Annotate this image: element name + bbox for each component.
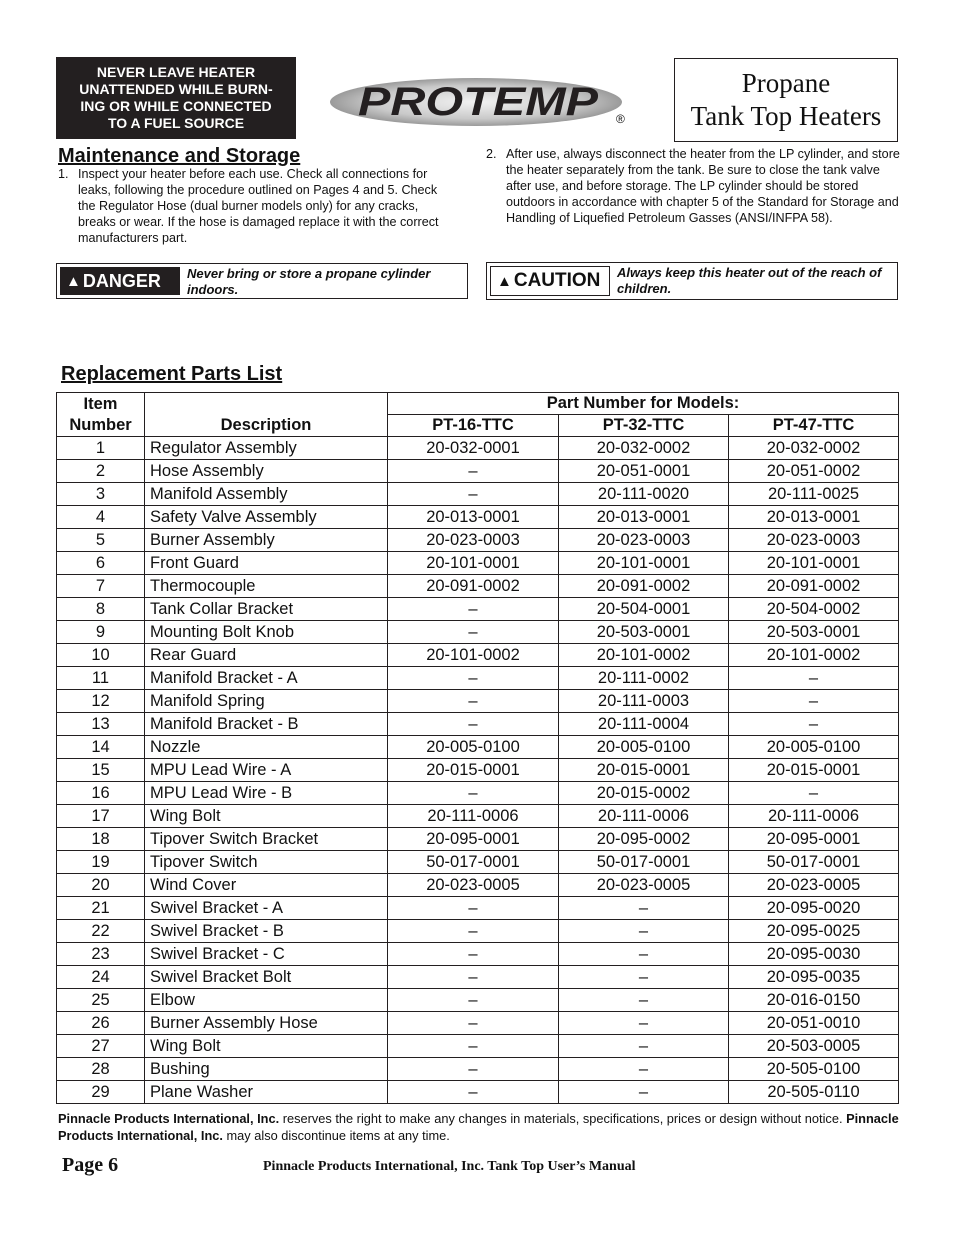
- part-number-cell: –: [388, 460, 559, 483]
- parts-table: [56, 392, 899, 1104]
- item-number-cell: 1: [57, 437, 145, 460]
- part-number-cell: –: [388, 1058, 559, 1081]
- item-number-cell: 5: [57, 529, 145, 552]
- table-row: [57, 437, 899, 460]
- part-number-cell: 20-504-0001: [559, 598, 729, 621]
- item-number-cell: 25: [57, 989, 145, 1012]
- description-cell: Wind Cover: [145, 874, 388, 897]
- warning-line: UNATTENDED WHILE BURN-: [79, 81, 273, 97]
- item-number-cell: 9: [57, 621, 145, 644]
- part-number-cell: –: [388, 690, 559, 713]
- description-cell: Manifold Spring: [145, 690, 388, 713]
- part-number-cell: 20-032-0002: [559, 437, 729, 460]
- document-title: [674, 58, 898, 142]
- warning-box: [56, 57, 296, 139]
- item-number-cell: 29: [57, 1081, 145, 1104]
- part-number-cell: 20-023-0003: [559, 529, 729, 552]
- item-number-cell: 18: [57, 828, 145, 851]
- part-number-cell: 20-111-0020: [559, 483, 729, 506]
- part-number-cell: –: [388, 713, 559, 736]
- description-cell: Bushing: [145, 1058, 388, 1081]
- item-number-cell: 14: [57, 736, 145, 759]
- part-number-cell: 20-111-0003: [559, 690, 729, 713]
- part-number-cell: –: [388, 897, 559, 920]
- part-number-cell: –: [388, 989, 559, 1012]
- part-number-cell: 20-111-0006: [388, 805, 559, 828]
- part-number-cell: –: [388, 1035, 559, 1058]
- part-number-cell: 20-111-0006: [559, 805, 729, 828]
- part-number-cell: 20-111-0006: [729, 805, 899, 828]
- part-number-cell: –: [388, 667, 559, 690]
- item-number-cell: 11: [57, 667, 145, 690]
- description-cell: Manifold Bracket - B: [145, 713, 388, 736]
- description-cell: Front Guard: [145, 552, 388, 575]
- item-number-cell: 20: [57, 874, 145, 897]
- part-number-cell: 20-015-0001: [559, 759, 729, 782]
- part-number-cell: 20-023-0005: [559, 874, 729, 897]
- table-row: [57, 1035, 899, 1058]
- description-cell: Elbow: [145, 989, 388, 1012]
- item-number-cell: 22: [57, 920, 145, 943]
- table-row: [57, 552, 899, 575]
- item-number-cell: 21: [57, 897, 145, 920]
- part-number-cell: –: [559, 920, 729, 943]
- part-number-cell: –: [559, 989, 729, 1012]
- part-number-cell: 20-016-0150: [729, 989, 899, 1012]
- description-cell: Tank Collar Bracket: [145, 598, 388, 621]
- part-number-cell: –: [559, 897, 729, 920]
- caution-message: Always keep this heater out of the reach of children.: [617, 265, 882, 296]
- item-number-cell: 19: [57, 851, 145, 874]
- part-number-cell: 20-005-0100: [559, 736, 729, 759]
- part-number-cell: 20-095-0035: [729, 966, 899, 989]
- description-cell: Swivel Bracket - A: [145, 897, 388, 920]
- part-number-cell: 20-015-0002: [559, 782, 729, 805]
- part-number-cell: –: [559, 943, 729, 966]
- table-row: [57, 897, 899, 920]
- item-text: Inspect your heater before each use. Check all connections for leaks, following the procedure outlined on Pages 4 and 5. Check the Regulator Hose (dual burner models only) for any cracks, breaks or wear. If the hose is damaged replace it with the correct manufacturers part.: [78, 167, 439, 245]
- description-cell: Nozzle: [145, 736, 388, 759]
- page-number: Page 6: [62, 1154, 119, 1176]
- part-number-cell: 20-091-0002: [388, 575, 559, 598]
- item-number-cell: 7: [57, 575, 145, 598]
- disclaimer-text: may also discontinue items at any time.: [222, 1128, 450, 1143]
- description-cell: Manifold Bracket - A: [145, 667, 388, 690]
- description-cell: Thermocouple: [145, 575, 388, 598]
- part-number-cell: –: [729, 713, 899, 736]
- header-model: PT-47-TTC: [729, 415, 899, 437]
- item-number: 1.: [58, 167, 69, 181]
- part-number-cell: 20-023-0005: [729, 874, 899, 897]
- description-cell: Wing Bolt: [145, 805, 388, 828]
- description-cell: Burner Assembly: [145, 529, 388, 552]
- logo-text: PROTEMP: [358, 80, 599, 124]
- table-row: [57, 782, 899, 805]
- part-number-cell: 50-017-0001: [559, 851, 729, 874]
- part-number-cell: 20-101-0001: [729, 552, 899, 575]
- part-number-cell: 20-005-0100: [388, 736, 559, 759]
- part-number-cell: –: [388, 943, 559, 966]
- part-number-cell: 20-101-0002: [729, 644, 899, 667]
- danger-notice: [56, 263, 468, 299]
- description-cell: MPU Lead Wire - B: [145, 782, 388, 805]
- item-number-cell: 27: [57, 1035, 145, 1058]
- part-number-cell: 20-503-0001: [559, 621, 729, 644]
- warning-triangle-icon: ▲: [497, 272, 512, 290]
- item-number-cell: 12: [57, 690, 145, 713]
- item-number-cell: 23: [57, 943, 145, 966]
- table-row: [57, 460, 899, 483]
- caution-notice: [486, 262, 898, 300]
- item-number-cell: 26: [57, 1012, 145, 1035]
- warning-triangle-icon: ▲: [66, 272, 81, 290]
- part-number-cell: –: [559, 966, 729, 989]
- part-number-cell: 20-095-0020: [729, 897, 899, 920]
- description-cell: Swivel Bracket - C: [145, 943, 388, 966]
- warning-line: NEVER LEAVE HEATER: [96, 64, 256, 80]
- part-number-cell: 20-101-0001: [559, 552, 729, 575]
- item-number-cell: 15: [57, 759, 145, 782]
- company-name: Pinnacle Products International, Inc.: [58, 1111, 280, 1126]
- item-number-cell: 3: [57, 483, 145, 506]
- warning-line: TO A FUEL SOURCE: [107, 115, 245, 131]
- table-row: [57, 506, 899, 529]
- parts-heading: Replacement Parts List: [61, 363, 283, 385]
- part-number-cell: 20-503-0001: [729, 621, 899, 644]
- item-text: After use, always disconnect the heater from the LP cylinder, and store the heater separately from the tank. Be sure to close the tank valve after use, and before storage. The LP cylinder should be stored outdoors in accordance with chapter 5 of the Standard for Storage and Handling of Liquefied Petroleum Gasses (ANSI/INFPA 58).: [506, 147, 900, 225]
- company-name: Pinnacle Products International, Inc.: [58, 1111, 899, 1143]
- table-row: [57, 828, 899, 851]
- description-cell: Tipover Switch Bracket: [145, 828, 388, 851]
- maintenance-heading: Maintenance and Storage: [58, 145, 301, 167]
- table-row: [57, 874, 899, 897]
- header-item-number: Item Number: [57, 393, 145, 437]
- table-row: [57, 483, 899, 506]
- part-number-cell: 20-023-0005: [388, 874, 559, 897]
- table-row: [57, 575, 899, 598]
- part-number-cell: 20-013-0001: [559, 506, 729, 529]
- item-number-cell: 6: [57, 552, 145, 575]
- description-cell: Regulator Assembly: [145, 437, 388, 460]
- description-cell: Burner Assembly Hose: [145, 1012, 388, 1035]
- danger-badge: [60, 267, 180, 295]
- part-number-cell: 20-505-0100: [729, 1058, 899, 1081]
- header-model: PT-32-TTC: [559, 415, 729, 437]
- description-cell: Tipover Switch: [145, 851, 388, 874]
- part-number-cell: 20-111-0002: [559, 667, 729, 690]
- title-line-1: Propane: [741, 68, 831, 98]
- description-cell: Plane Washer: [145, 1081, 388, 1104]
- item-number-cell: 13: [57, 713, 145, 736]
- disclaimer: [58, 1110, 908, 1144]
- part-number-cell: –: [388, 920, 559, 943]
- item-number-cell: 28: [57, 1058, 145, 1081]
- table-row: [57, 529, 899, 552]
- warning-line: ING OR WHILE CONNECTED: [80, 98, 272, 114]
- header-description: Description: [145, 393, 388, 437]
- part-number-cell: –: [388, 782, 559, 805]
- part-number-cell: 20-091-0002: [559, 575, 729, 598]
- description-cell: Mounting Bolt Knob: [145, 621, 388, 644]
- description-cell: MPU Lead Wire - A: [145, 759, 388, 782]
- item-number-cell: 16: [57, 782, 145, 805]
- part-number-cell: –: [559, 1012, 729, 1035]
- part-number-cell: 20-505-0110: [729, 1081, 899, 1104]
- item-number-cell: 8: [57, 598, 145, 621]
- part-number-cell: –: [388, 1012, 559, 1035]
- table-row: [57, 1058, 899, 1081]
- part-number-cell: 20-023-0003: [388, 529, 559, 552]
- table-row: [57, 713, 899, 736]
- part-number-cell: 50-017-0001: [388, 851, 559, 874]
- description-cell: Safety Valve Assembly: [145, 506, 388, 529]
- header-part-number-group: Part Number for Models:: [388, 393, 899, 415]
- table-row: [57, 598, 899, 621]
- header-model: PT-16-TTC: [388, 415, 559, 437]
- table-row: [57, 1081, 899, 1104]
- maintenance-item-1: [58, 166, 448, 246]
- title-line-2: Tank Top Heaters: [690, 101, 882, 131]
- part-number-cell: 20-095-0025: [729, 920, 899, 943]
- part-number-cell: 20-051-0001: [559, 460, 729, 483]
- part-number-cell: 20-101-0001: [388, 552, 559, 575]
- part-number-cell: 20-095-0030: [729, 943, 899, 966]
- part-number-cell: 20-111-0025: [729, 483, 899, 506]
- table-row: [57, 644, 899, 667]
- footer-text: Pinnacle Products International, Inc. Tank Top User’s Manual: [263, 1159, 636, 1174]
- caution-label: CAUTION: [513, 270, 601, 291]
- table-row: [57, 943, 899, 966]
- part-number-cell: –: [559, 1081, 729, 1104]
- description-cell: Wing Bolt: [145, 1035, 388, 1058]
- part-number-cell: 20-095-0001: [729, 828, 899, 851]
- description-cell: Hose Assembly: [145, 460, 388, 483]
- table-row: [57, 667, 899, 690]
- part-number-cell: 20-095-0002: [559, 828, 729, 851]
- part-number-cell: –: [729, 667, 899, 690]
- part-number-cell: 20-503-0005: [729, 1035, 899, 1058]
- part-number-cell: 50-017-0001: [729, 851, 899, 874]
- parts-table-body: [57, 437, 899, 1104]
- part-number-cell: 20-015-0001: [388, 759, 559, 782]
- part-number-cell: 20-504-0002: [729, 598, 899, 621]
- part-number-cell: –: [729, 690, 899, 713]
- caution-badge: [490, 266, 610, 296]
- part-number-cell: 20-005-0100: [729, 736, 899, 759]
- part-number-cell: –: [388, 966, 559, 989]
- part-number-cell: –: [559, 1035, 729, 1058]
- part-number-cell: –: [729, 782, 899, 805]
- part-number-cell: 20-091-0002: [729, 575, 899, 598]
- part-number-cell: 20-095-0001: [388, 828, 559, 851]
- maintenance-item-2: [486, 146, 900, 226]
- table-row: [57, 851, 899, 874]
- part-number-cell: –: [388, 598, 559, 621]
- table-row: [57, 920, 899, 943]
- part-number-cell: 20-111-0004: [559, 713, 729, 736]
- description-cell: Swivel Bracket - B: [145, 920, 388, 943]
- item-number-cell: 17: [57, 805, 145, 828]
- part-number-cell: –: [559, 1058, 729, 1081]
- part-number-cell: 20-013-0001: [388, 506, 559, 529]
- item-number-cell: 2: [57, 460, 145, 483]
- table-row: [57, 759, 899, 782]
- table-row: [57, 690, 899, 713]
- part-number-cell: 20-101-0002: [559, 644, 729, 667]
- description-cell: Manifold Assembly: [145, 483, 388, 506]
- item-number-cell: 4: [57, 506, 145, 529]
- part-number-cell: –: [388, 483, 559, 506]
- disclaimer-text: reserves the right to make any changes in materials, specifications, prices or design without notice.: [279, 1111, 847, 1126]
- part-number-cell: 20-015-0001: [729, 759, 899, 782]
- table-row: [57, 966, 899, 989]
- part-number-cell: 20-051-0002: [729, 460, 899, 483]
- table-row: [57, 989, 899, 1012]
- description-cell: Swivel Bracket Bolt: [145, 966, 388, 989]
- part-number-cell: 20-032-0002: [729, 437, 899, 460]
- danger-message: Never bring or store a propane cylinder indoors.: [187, 266, 431, 297]
- table-row: [57, 736, 899, 759]
- item-number-cell: 10: [57, 644, 145, 667]
- part-number-cell: 20-051-0010: [729, 1012, 899, 1035]
- item-number: 2.: [486, 147, 497, 161]
- part-number-cell: 20-032-0001: [388, 437, 559, 460]
- table-row: [57, 621, 899, 644]
- table-row: [57, 805, 899, 828]
- danger-label: DANGER: [82, 270, 161, 291]
- part-number-cell: –: [388, 621, 559, 644]
- part-number-cell: 20-013-0001: [729, 506, 899, 529]
- part-number-cell: 20-101-0002: [388, 644, 559, 667]
- item-number-cell: 24: [57, 966, 145, 989]
- protemp-logo: [328, 72, 628, 132]
- part-number-cell: –: [388, 1081, 559, 1104]
- part-number-cell: 20-023-0003: [729, 529, 899, 552]
- description-cell: Rear Guard: [145, 644, 388, 667]
- table-row: [57, 1012, 899, 1035]
- registered-mark: ®: [616, 112, 625, 126]
